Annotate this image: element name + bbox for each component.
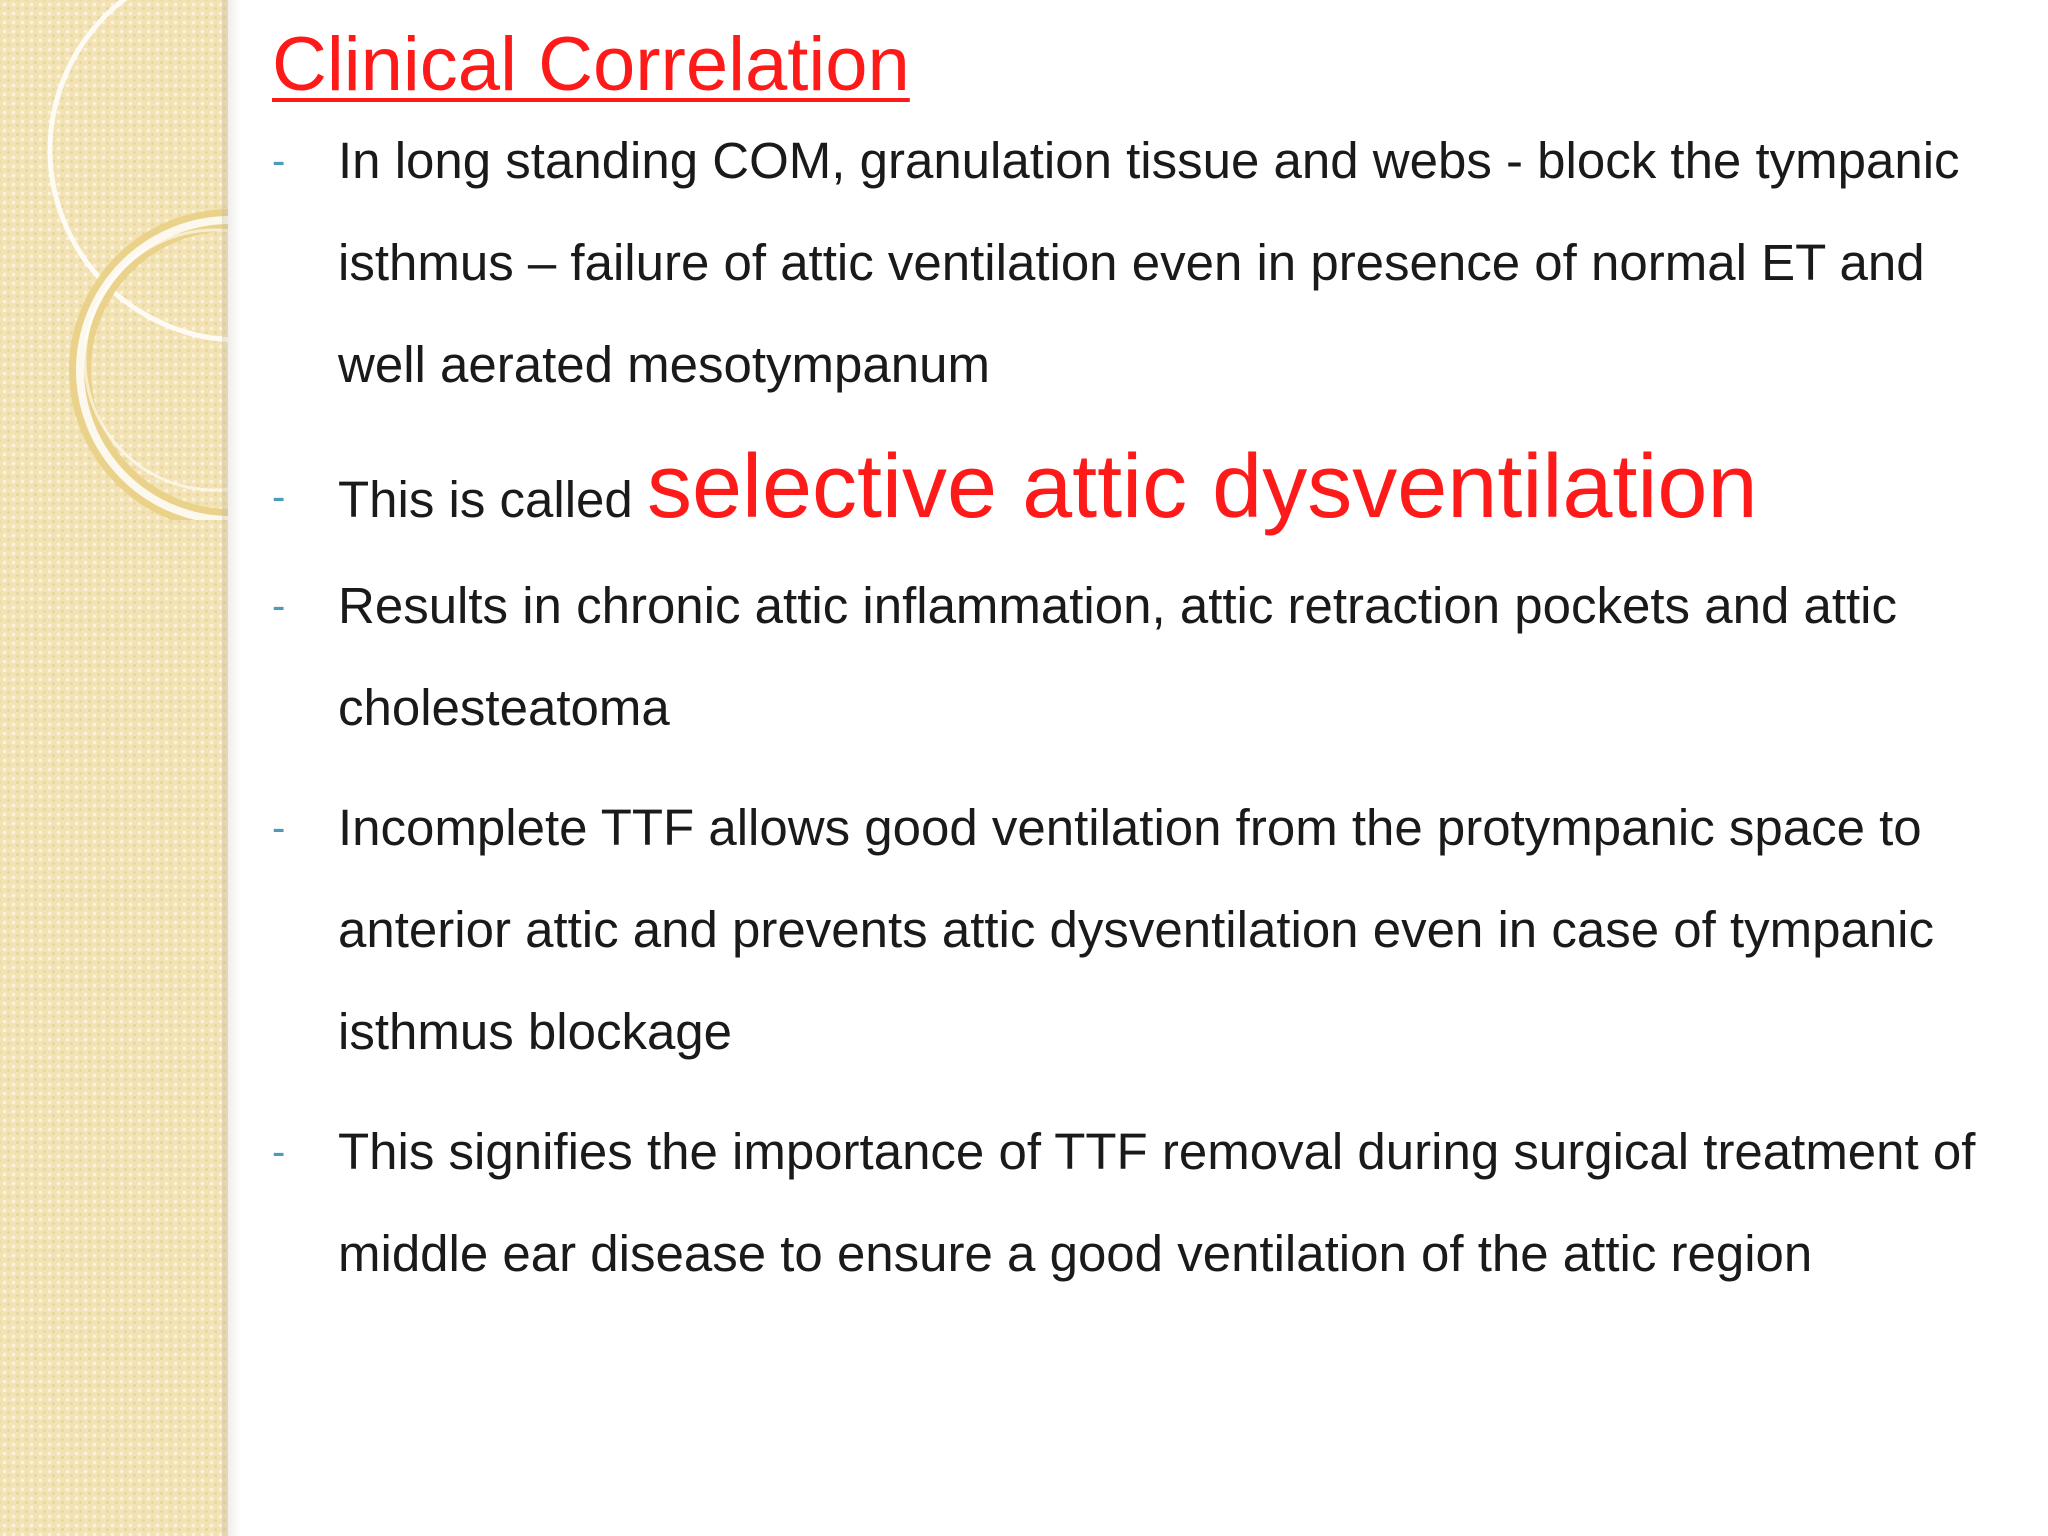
bullet-marker: - [272, 1130, 286, 1174]
bullet-marker: - [272, 584, 286, 628]
bullet-marker: - [272, 139, 286, 183]
slide-content [272, 20, 2012, 1305]
bullet-item [272, 1101, 2012, 1305]
decorative-rings-icon [0, 0, 228, 520]
slide-title: Clinical Correlation [272, 22, 910, 107]
side-band-shadow [222, 0, 240, 1536]
bullet-item [272, 437, 2012, 555]
bullet-item [272, 555, 2012, 759]
emphasized-term: selective attic dysventilation [646, 437, 1758, 537]
bullet-text: In long standing COM, granulation tissue and webs - block the tympanic isthmus – failure of attic ventilation even in presence of normal ET and well aerated mesotympanum [338, 132, 1960, 393]
bullet-marker: - [272, 475, 286, 519]
bullet-marker: - [272, 806, 286, 850]
bullet-text: This is called [338, 471, 647, 528]
bullet-text: Incomplete TTF allows good ventilation from the protympanic space to anterior attic and prevents attic dysventilation even in case of tympanic isthmus blockage [338, 799, 1935, 1060]
bullet-text: This signifies the importance of TTF removal during surgical treatment of middle ear disease to ensure a good ventilation of the attic region [338, 1123, 1976, 1282]
bullet-list [272, 110, 2012, 1305]
decorative-side-band [0, 0, 228, 1536]
bullet-text: Results in chronic attic inflammation, attic retraction pockets and attic cholesteatoma [338, 577, 1898, 736]
bullet-item [272, 777, 2012, 1083]
bullet-item [272, 110, 2012, 416]
